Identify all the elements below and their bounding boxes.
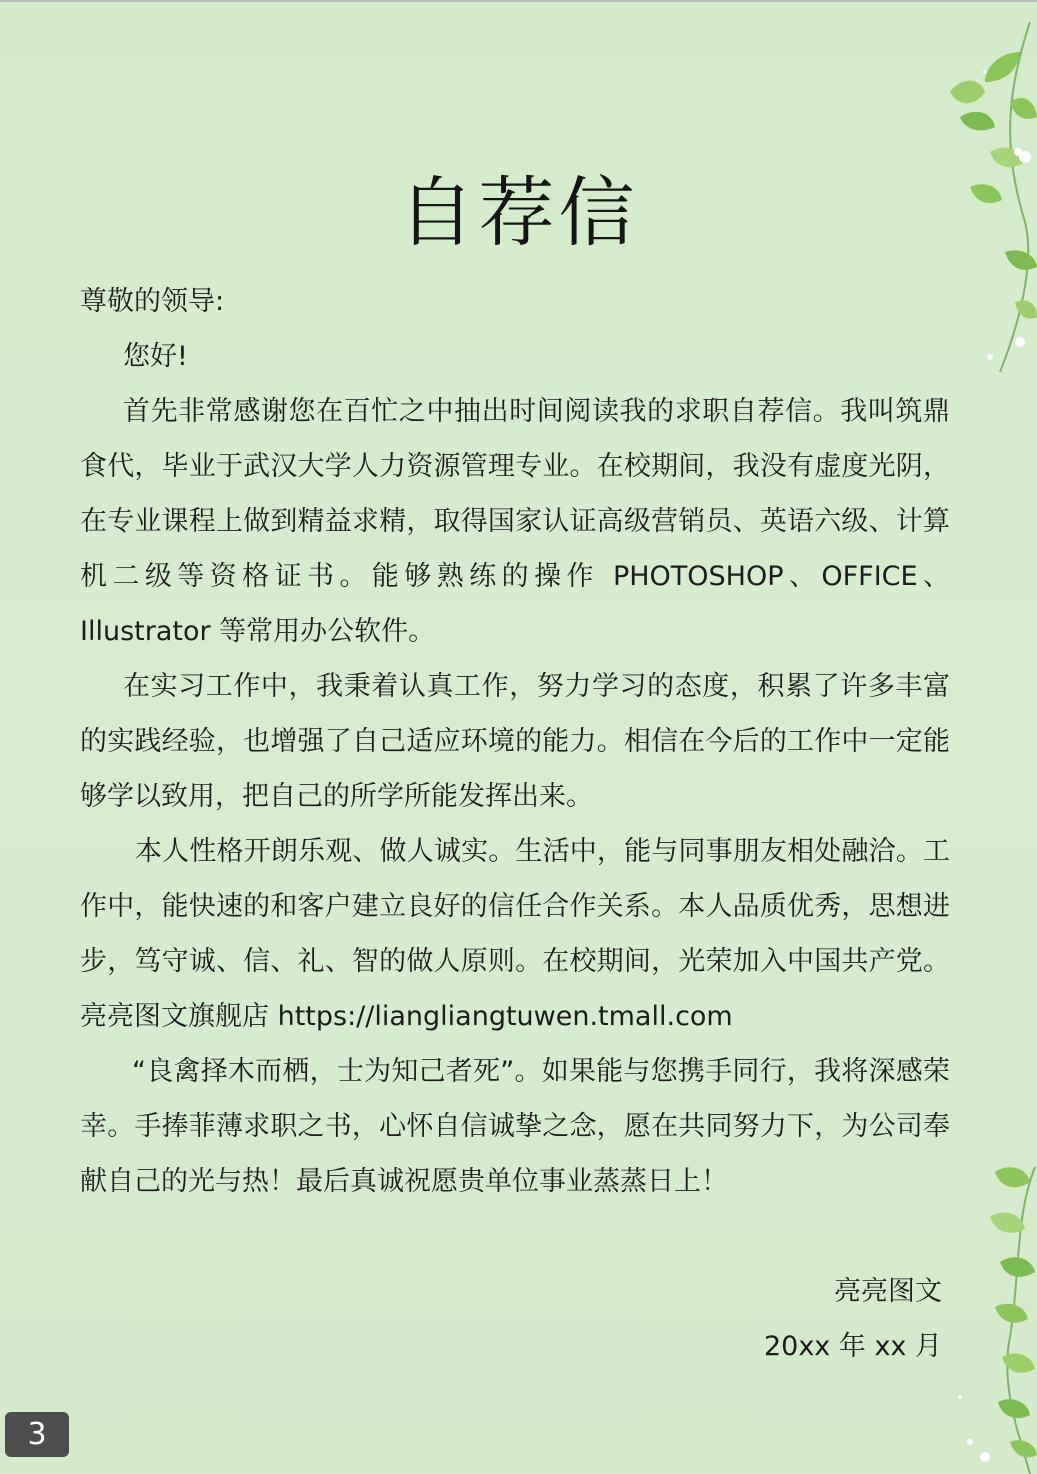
letter-body: [80, 274, 950, 1209]
letter-title: 自荐信: [398, 168, 639, 257]
signature-name: 亮亮图文: [834, 1276, 942, 1307]
paragraph-internship: 在实习工作中，我秉着认真工作，努力学习的态度，积累了许多丰富的实践经验，也增强了自己适应环境的能力。相信在今后的工作中一定能够学以致用，把自己的所学所能发挥出来。: [80, 671, 950, 812]
signature-block: [764, 1264, 942, 1374]
page-number-badge: 3: [5, 1412, 69, 1457]
paragraph-closing: “良禽择木而栖，士为知己者死”。如果能与您携手同行，我将深感荣幸。手捧菲薄求职之书，心怀自信诚挚之念，愿在共同努力下，为公司奉献自己的光与热！最后真诚祝愿贵单位事业蒸蒸日上！: [80, 1056, 950, 1197]
signature-date: 20xx 年 xx 月: [763, 1331, 942, 1362]
leaf-decoration-bottom-icon: [940, 1157, 1037, 1474]
salutation: 尊敬的领导:: [80, 286, 225, 317]
greeting: 您好!: [123, 341, 188, 372]
paragraph-personality: 本人性格开朗乐观、做人诚实。生活中，能与同事朋友相处融洽。工作中，能快速的和客户建立良好的信任合作关系。本人品质优秀，思想进步，笃守诚、信、礼、智的做人原则。在校期间，光荣加入中国共产党。亮亮图文旗舰店 https://liangliangtuwen.tmall.com: [80, 836, 950, 1032]
paragraph-intro: 首先非常感谢您在百忙之中抽出时间阅读我的求职自荐信。我叫筑鼎食代，毕业于武汉大学人力资源管理专业。在校期间，我没有虚度光阴，在专业课程上做到精益求精，取得国家认证高级营销员、英语六级、计算机二级等资格证书。能够熟练的操作 PHOTOSHOP、OFFICE、Illustrator 等常用办公软件。: [80, 396, 950, 647]
